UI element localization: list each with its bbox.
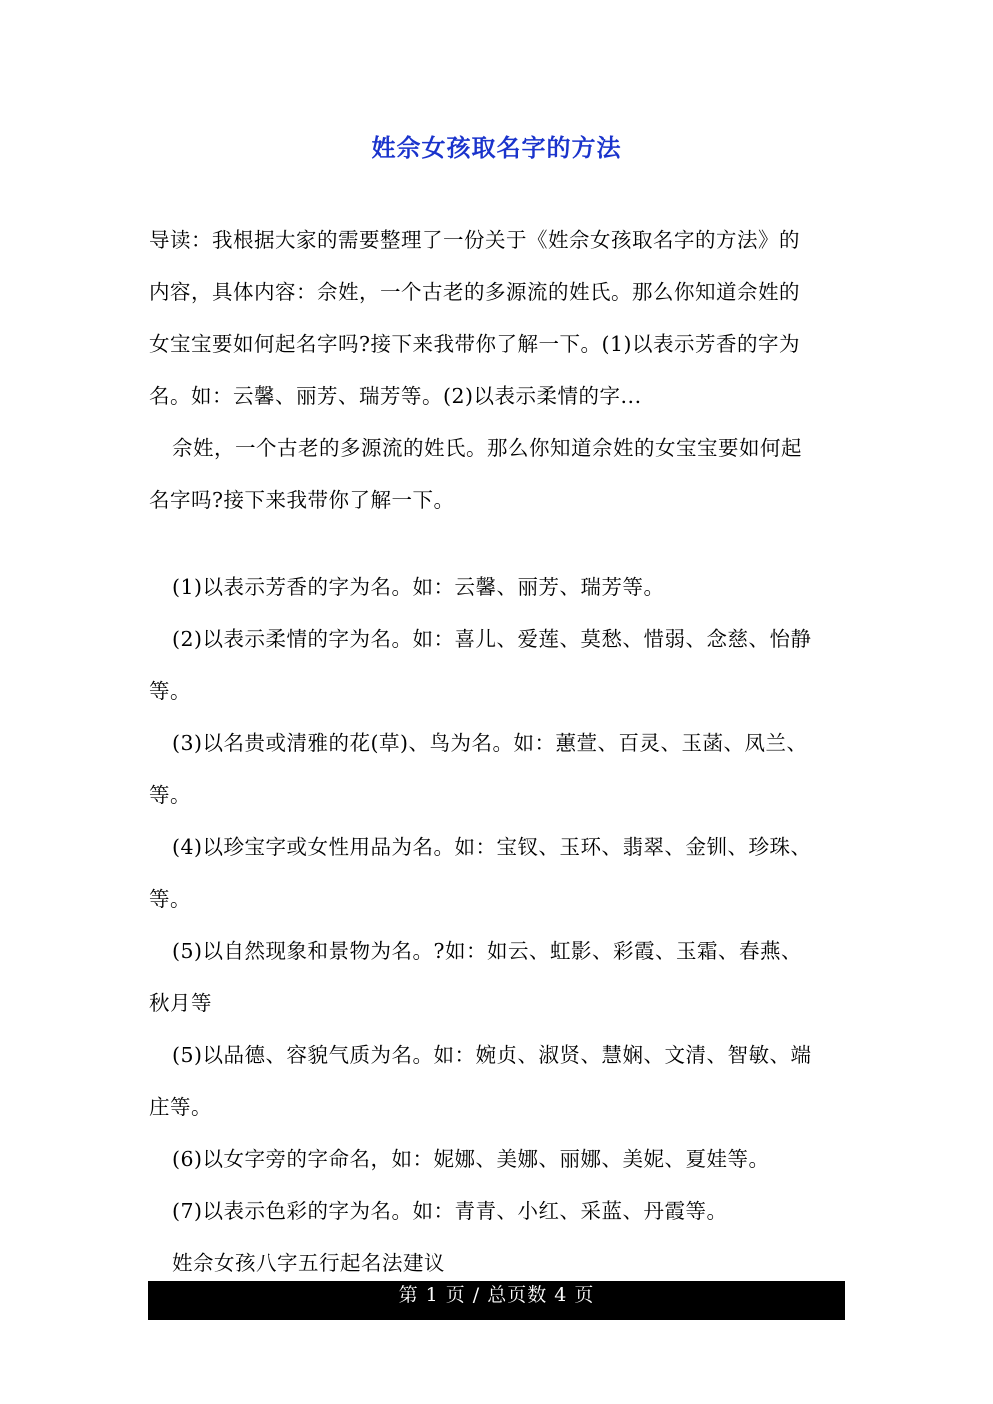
list-item: (1)以表示芳香的字为名。如：云馨、丽芳、瑞芳等。 <box>172 575 665 599</box>
section-heading: 姓佘女孩八字五行起名法建议 <box>172 1251 445 1275</box>
list-item-continuation: 等。 <box>149 783 191 807</box>
list-item-continuation: 秋月等 <box>149 991 212 1015</box>
list-item: (7)以表示色彩的字为名。如：青青、小红、采蓝、丹霞等。 <box>172 1199 728 1223</box>
list-item: (5)以品德、容貌气质为名。如：婉贞、淑贤、慧娴、文清、智敏、端 <box>172 1043 812 1067</box>
page-number-label: 第 1 页 / 总页数 4 页 <box>398 1284 595 1306</box>
intro-line: 名。如：云馨、丽芳、瑞芳等。(2)以表示柔情的字... <box>149 384 642 408</box>
list-item-continuation: 庄等。 <box>149 1095 212 1119</box>
paragraph-gap <box>149 526 839 561</box>
intro-line: 内容，具体内容：佘姓，一个古老的多源流的姓氏。那么你知道佘姓的 <box>149 280 800 304</box>
intro-line: 女宝宝要如何起名字吗?接下来我带你了解一下。(1)以表示芳香的字为 <box>149 332 801 356</box>
list-item-continuation: 等。 <box>149 679 191 703</box>
lead-line: 名字吗?接下来我带你了解一下。 <box>149 488 455 512</box>
list-item: (4)以珍宝字或女性用品为名。如：宝钗、玉环、翡翠、金钏、珍珠、 <box>172 835 812 859</box>
list-item: (5)以自然现象和景物为名。?如：如云、虹影、彩霞、玉霜、春燕、 <box>172 939 803 963</box>
page-footer <box>148 1281 845 1320</box>
intro-line: 导读：我根据大家的需要整理了一份关于《姓佘女孩取名字的方法》的 <box>149 228 800 252</box>
list-item: (6)以女字旁的字命名，如：妮娜、美娜、丽娜、美妮、夏娃等。 <box>172 1147 770 1171</box>
document-body <box>149 214 839 1289</box>
list-item: (3)以名贵或清雅的花(草)、鸟为名。如：蕙萱、百灵、玉菡、凤兰、 <box>172 731 808 755</box>
list-item-continuation: 等。 <box>149 887 191 911</box>
lead-line: 佘姓，一个古老的多源流的姓氏。那么你知道佘姓的女宝宝要如何起 <box>172 436 802 460</box>
list-item: (2)以表示柔情的字为名。如：喜儿、爱莲、莫愁、惜弱、念慈、怡静 <box>172 627 812 651</box>
document-title: 姓佘女孩取名字的方法 <box>371 133 622 162</box>
